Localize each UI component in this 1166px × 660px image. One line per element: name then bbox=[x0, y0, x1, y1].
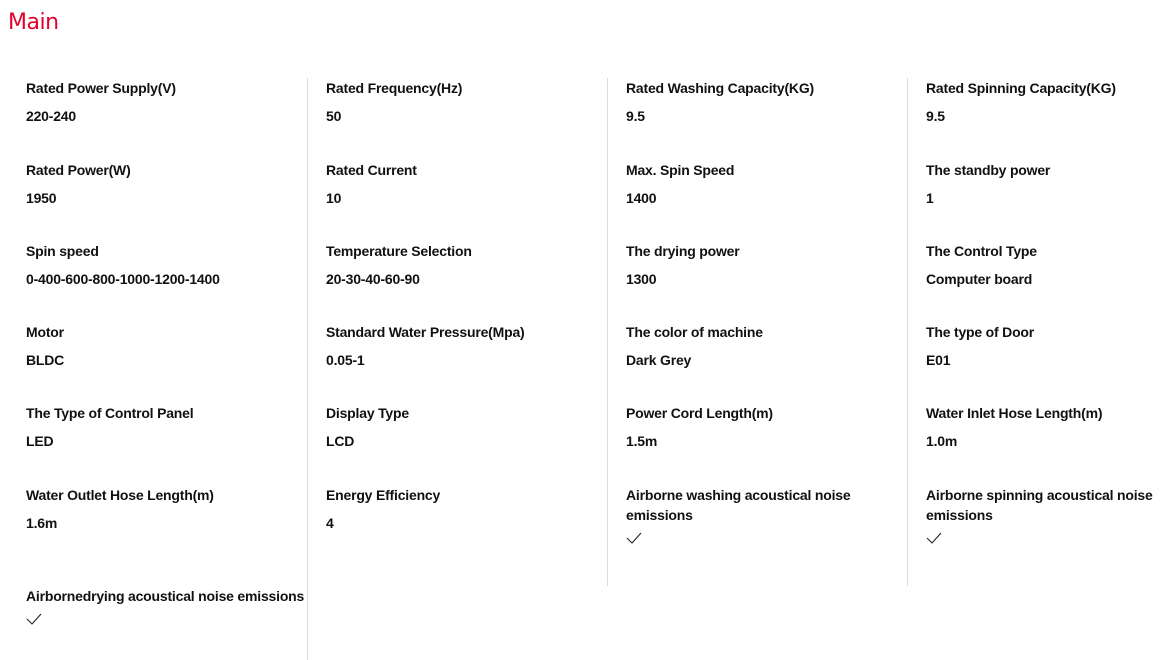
spec-item-rated-power bbox=[26, 160, 307, 208]
spec-value: E01 bbox=[926, 352, 951, 368]
spec-item-machine-color bbox=[626, 322, 907, 370]
spec-value: Dark Grey bbox=[626, 352, 692, 368]
spec-item-water-pressure bbox=[326, 322, 607, 370]
checkmark-icon bbox=[626, 531, 642, 545]
spec-label: Spin speed bbox=[26, 243, 99, 259]
spec-item-control-type bbox=[926, 241, 1162, 289]
spec-label: Airbornedrying acoustical noise emissions bbox=[26, 588, 305, 604]
spec-value: 1.5m bbox=[626, 433, 658, 449]
spec-value: 1.6m bbox=[26, 515, 58, 531]
spec-label: Airborne spinning acoustical noise emissions bbox=[926, 487, 1153, 523]
spec-label: Energy Efficiency bbox=[326, 487, 441, 503]
spec-value: 220-240 bbox=[26, 108, 76, 124]
spec-item-door-type bbox=[926, 322, 1162, 370]
spec-value: 1.0m bbox=[926, 433, 958, 449]
checkmark-icon bbox=[26, 612, 42, 626]
spec-item-drying-power bbox=[626, 241, 907, 289]
spec-label: Power Cord Length(m) bbox=[626, 405, 773, 421]
spec-column-1 bbox=[26, 78, 308, 660]
spec-value: 1950 bbox=[26, 190, 57, 206]
spec-value: 20-30-40-60-90 bbox=[326, 271, 420, 287]
spec-item-standby-power bbox=[926, 160, 1162, 208]
spec-item-spin-speed bbox=[26, 241, 307, 289]
spec-item-energy-efficiency bbox=[326, 485, 607, 533]
spec-value: Computer board bbox=[926, 271, 1033, 287]
spec-value: 1400 bbox=[626, 190, 657, 206]
spec-value: 1300 bbox=[626, 271, 657, 287]
spec-item-washing-noise-emissions bbox=[626, 485, 907, 545]
spec-item-motor bbox=[26, 322, 307, 370]
spec-item-max-spin-speed bbox=[626, 160, 907, 208]
spec-item-power-cord-length bbox=[626, 403, 907, 451]
spec-column-3 bbox=[626, 78, 908, 586]
spec-item-rated-frequency bbox=[326, 78, 607, 126]
spec-column-4 bbox=[926, 78, 1166, 586]
spec-label: The drying power bbox=[626, 243, 740, 259]
spec-item-water-outlet-hose-length bbox=[26, 485, 307, 533]
spec-item-display-type bbox=[326, 403, 607, 451]
spec-label: The color of machine bbox=[626, 324, 763, 340]
spec-item-temperature-selection bbox=[326, 241, 607, 289]
spec-label: Rated Spinning Capacity(KG) bbox=[926, 80, 1116, 96]
spec-label: Motor bbox=[26, 324, 64, 340]
spec-item-spinning-noise-emissions bbox=[926, 485, 1162, 545]
spec-value: 1 bbox=[926, 190, 934, 206]
spec-item-control-panel-type bbox=[26, 403, 307, 451]
spec-value: 10 bbox=[326, 190, 342, 206]
spec-label: Rated Current bbox=[326, 162, 417, 178]
spec-label: Rated Washing Capacity(KG) bbox=[626, 80, 814, 96]
spec-value: 0.05-1 bbox=[326, 352, 365, 368]
spec-column-2 bbox=[326, 78, 608, 586]
spec-label: Max. Spin Speed bbox=[626, 162, 735, 178]
spec-value: 50 bbox=[326, 108, 342, 124]
spec-label: The Type of Control Panel bbox=[26, 405, 194, 421]
spec-item-spinning-capacity bbox=[926, 78, 1162, 126]
spec-item-rated-power-supply bbox=[26, 78, 307, 126]
spec-label: Rated Power Supply(V) bbox=[26, 80, 176, 96]
spec-label: Standard Water Pressure(Mpa) bbox=[326, 324, 525, 340]
spec-label: Water Inlet Hose Length(m) bbox=[926, 405, 1103, 421]
spec-value: BLDC bbox=[26, 352, 65, 368]
spec-label: Rated Frequency(Hz) bbox=[326, 80, 463, 96]
spec-label: Airborne washing acoustical noise emissions bbox=[626, 487, 851, 523]
spec-value: 4 bbox=[326, 515, 334, 531]
spec-item-water-inlet-hose-length bbox=[926, 403, 1162, 451]
spec-label: Rated Power(W) bbox=[26, 162, 131, 178]
spec-label: Temperature Selection bbox=[326, 243, 472, 259]
spec-item-rated-current bbox=[326, 160, 607, 208]
spec-value: 0-400-600-800-1000-1200-1400 bbox=[26, 271, 220, 287]
spec-item-drying-noise-emissions bbox=[26, 586, 307, 626]
section-title: Main bbox=[8, 10, 59, 35]
spec-value: LCD bbox=[326, 433, 355, 449]
spec-label: Water Outlet Hose Length(m) bbox=[26, 487, 214, 503]
spec-value: 9.5 bbox=[626, 108, 645, 124]
spec-value: 9.5 bbox=[926, 108, 945, 124]
spec-label: The standby power bbox=[926, 162, 1051, 178]
spec-item-washing-capacity bbox=[626, 78, 907, 126]
spec-value: LED bbox=[26, 433, 54, 449]
spec-label: The type of Door bbox=[926, 324, 1035, 340]
spec-label: The Control Type bbox=[926, 243, 1037, 259]
spec-label: Display Type bbox=[326, 405, 409, 421]
checkmark-icon bbox=[926, 531, 942, 545]
